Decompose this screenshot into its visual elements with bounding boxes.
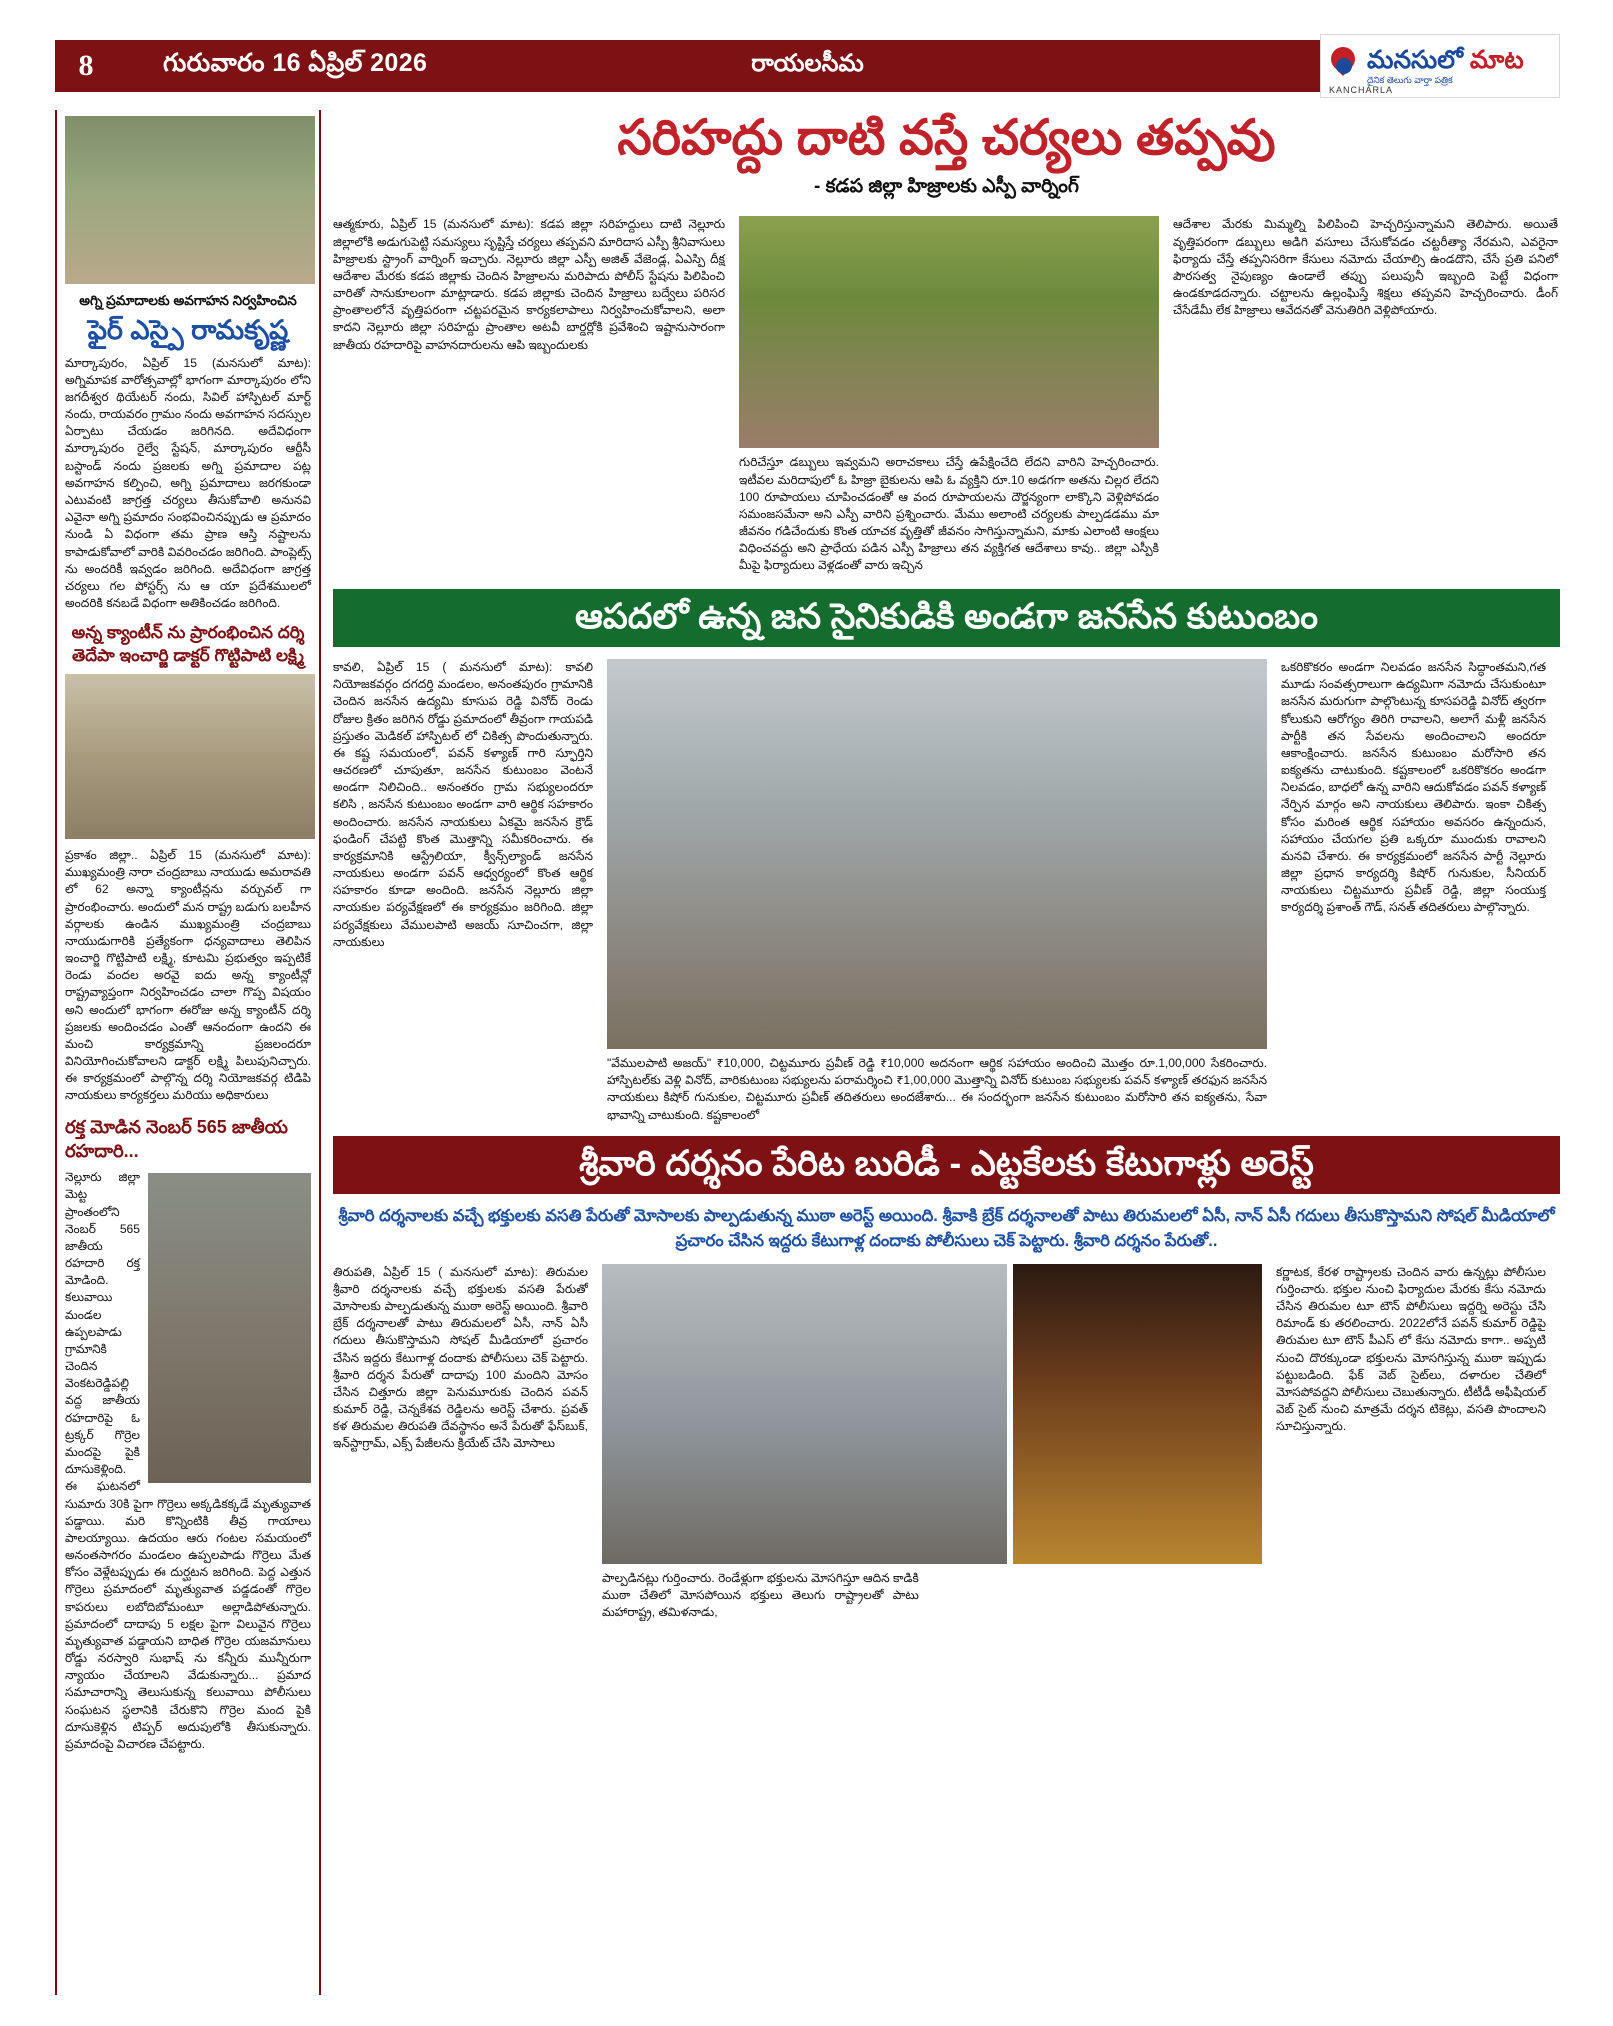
janasena-col2: "వేములపాటి అజయ్" ₹10,000, చిట్టమూరు ప్రవీణ్ రెడ్డి ₹10,000 అదనంగా ఆర్థిక సహాయం అందించి మొత్తం రూ.1,00,000 సేకరించారు. హాస్పిటల్‌కు వెళ్లి వినోద్, వారికుటుంబ సభ్యులను పరామర్శించి ₹1,00,000 మొత్తాన్ని వినోద్ కుటుంబ సభ్యులకు పవన్ కళ్యాణ్ తరఫున జనసేన నాయకులు కిషోర్ గునుకుల, చిట్టమూరు ప్రవీణ్ తదితరులు అందజేశారు... ఈ సందర్భంగా జనసేన కుటుంబం మరోసారి తన ఐక్యతను, సేవా భావాన్ని చాటుకుంది. కష్టకాలంలో	[607, 1056, 1267, 1122]
masthead	[55, 40, 1560, 95]
janasena-col1: కావలి, ఏప్రిల్ 15 ( మనసులో మాట): కావలి నియోజకవర్గం దగదర్తి మండలం, అనంతపురం గ్రామానికి చెందిన జనసేన ఉద్యమి కూసుప రెడ్డి వినోద్ రెండు రోజుల క్రితం జరిగిన రోడ్డు ప్రమాదంలో తీవ్రంగా గాయపడి ప్రస్తుతం మెడికల్ హాస్పిటల్ లో చికిత్స పొందుతున్నారు. ఈ కష్ట సమయంలో, పవన్ కళ్యాణ్ గారి స్ఫూర్తిని ఆచరణలో చూపుతూ, జనసేన కుటుంబం వెంటనే అండగా నిలిచింది.. అనంతరం గ్రామ సభ్యులందరూ కలిసి , జనసేన కుటుంబం అండగా వారి ఆర్థిక సహకారం అందించారు. జనసేన నాయకులు ఏకమై జనసేన క్రౌడ్ ఫండింగ్ చేపట్టి కొంత మొత్తాన్ని సమీకరించారు. ఈ కార్యక్రమానికి ఆస్ట్రేలియా, క్వీన్స్‌ల్యాండ్ జనసేన నాయకులు అండగా పవన్ ఆధ్వర్యంలో కొంత ఆర్థిక సహకారం కూడా అందింది. జనసేన నెల్లూరు జిల్లా నాయకుల పర్యవేక్షణలో ఈ కార్యక్రమం జరిగింది. జిల్లా పర్యవేక్షకులు వేములపాటి అజయ్ సూచించగా, జిల్లా నాయకులు	[333, 660, 593, 949]
highway-story-text: నెల్లూరు జిల్లా మెట్ట ప్రాంతంలోని నెంబర్ 565 జాతీయ రహదారి రక్త మోడింది. కలువాయి మండల ఉప్పలపాడు గ్రామానికి చెందిన వెంకటరెడ్డిపల్లి వద్ద జాతీయ రహదారిపై ఓ ట్రక్కర్ గొర్రెల మందపై పైకి దూసుకెళ్లింది. ఈ ఘటనలో సుమారు 30కి పైగా గొర్రెలు అక్కడికక్కడే మృత్యువాత పడ్డాయి. మరి కొన్నింటికి తీవ్ర గాయాలు పాలయ్యాయి. ఉదయం ఆరు గంటల సమయంలో అనంతసాగరం మండలం ఉప్పలపాడు గొర్రెలు మేత కోసం వెళ్లేటప్పుడు ఈ దుర్ఘటన జరిగింది. పెద్ద ఎత్తున గొర్రెలు ప్రమాదంలో మృత్యువాత పడ్డడంతో గొర్రెల కాపరులు లబోదిబోమంటూ అల్లాడిపోతున్నారు. ప్రమాదంలో దాదాపు 5 లక్షల పైగా విలువైన గొర్రెలు మృత్యువాత పడ్డాయని బాధిత గొర్రెల యజమానులు రోడ్డు నరస్వారి సుభాష్ ను కన్నీరు మున్నీరుగా న్యాయం చేయాలని వేడుకున్నారు... ప్రమాద సమాచారాన్ని తెలుసుకున్న కలువాయి పోలీసులు సంఘటన స్థలానికి చేరుకొని గొర్రెల మంద పైకి దూసుకెళ్లిన టిప్పర్ అదుపులోకి తీసుకున్నారు. ప్రమాదంపై విచారణ చేపట్టారు.	[65, 1170, 311, 1751]
tirupati-banner-headline: శ్రీవారి దర్శనం పేరిట బురిడీ - ఎట్టకేలకు కేటుగాళ్లు అరెస్ట్	[333, 1136, 1560, 1195]
page-number: 8	[78, 49, 94, 82]
sheep-accident-highway-photo	[148, 1173, 311, 1483]
fire-story-text: మార్కాపురం, ఏప్రిల్ 15 (మనసులో మాట): అగ్నిమాపక వారోత్సవాల్లో భాగంగా మార్కాపురం లోని జగదీశ్వర థియేటర్ నందు, సివిల్ హాస్పిటల్ మార్ట్ నందు, రాయవరం గ్రామం నందు అవగాహన సదస్సుల ఏర్పాటు చేయడం జరిగినది. అదేవిధంగా మార్కాపురం రైల్వే స్టేషన్, మార్కాపురం ఆర్టీసీ బస్టాండ్ నందు ప్రజలకు అగ్ని ప్రమాదాల పట్ల అవగాహన కల్పించి, అగ్ని ప్రమాదాలు జరగకుండా ఎటువంటి జాగ్రత్త చర్యలు తీసుకోవాలి అనునవి ఎవైనా అగ్ని ప్రమాదం సంభవించినప్పుడు ఆ ప్రమాదం నుండి ఏ విధంగా తమ ప్రాణ ఆస్తి నష్టాలను కాపాడుకోవాలో వారికి వివరించడం జరిగింది. పాంప్లెట్స్ ను అందరికీ ఇవ్వడం జరిగింది. అదేవిధంగా జాగ్రత్త చర్యలు గల పోస్టర్స్ ను ఆ యా ప్రదేశములలో అందరికి కనబడే విధంగా అతికించడం జరిగింది.	[65, 355, 311, 611]
fire-story-headline: ఫైర్ ఎస్పై రామకృష్ణ	[87, 315, 289, 346]
police-officer-with-women-photo	[739, 216, 1159, 448]
brand-logo	[1320, 34, 1560, 98]
fire-safety-awareness-photo	[65, 116, 315, 284]
masthead-section: రాయలసీమ	[751, 49, 864, 77]
tirupati-col1: తిరుపతి, ఏప్రిల్ 15 ( మనసులో మాట): తిరుమల శ్రీవారి దర్శనాలకు వచ్చే భక్తులకు వసతి పేరుతో మోసాలకు పాల్పడుతున్న ముఠా అరెస్ట్ అయింది. శ్రీవారి బ్రేక్ దర్శనాలతో పాటు తిరుమలలో ఏసీ, నాన్ ఏసీ గదులు తీసుకొస్తామని సోషల్ మీడియాలో ప్రచారం చేసిన ఇద్దరు కేటుగాళ్ల దందాకు పోలీసులు చెక్ పెట్టారు. శ్రీవారి దర్శన పేరుతో దాదాపు 100 మందిని మోసం చేసిన చిత్తూరు జిల్లా పెనుమూరుకు చెందిన పవన్ కుమార్ రెడ్డి, చెన్నకేశవ రెడ్డిలను అరెస్ట్ చేశారు. ప్రవత్ కళ తిరుమల తిరుపతి దేవస్థానం అనే పేరుతో ఫేస్‌బుక్, ఇన్‌స్టాగ్రామ్, ఎక్స్ పేజీలను క్రియేట్ చేసి మోసాలు	[333, 1264, 588, 1451]
story-janasena	[333, 589, 1560, 1124]
janasena-col3: ఒకరికొకరం అండగా నిలవడం జనసేన సిద్ధాంతమని,గత మూడు సంవత్సరాలుగా ఉద్యమిగా నమోదు చేసుకుంటూ జనసేన మరుగుగా పాల్గొంటున్న కూసపరెడ్డి వినోద్ త్వరగా కోలుకుని ఆరోగ్యం తిరిగి రావాలని, అలాగే మళ్లీ జనసేన పార్టీకి తన సేవలను అందించాలని అందరూ ఆకాంక్షించారు. జనసేన కుటుంబం మరోసారి తన ఐక్యతను చాటుకుంది. కష్టకాలంలో ఒకరికొకరం అండగా నిలవడం, బాధలో ఉన్న వారిని ఆదుకోవడం పవన్ కళ్యాణ్ నేర్పిన మార్గం అని నాయకులు తెలిపారు. ఇంకా చికిత్స కోసం మరింత ఆర్థిక సహాయం అవసరం ఉన్నందున, సహాయం చేయగల ప్రతి ఒక్కరూ ముందుకు రావాలని మనవి చేశారు. ఈ కార్యక్రమంలో జనసేన పార్టీ నెల్లూరు జిల్లా ప్రధాన కార్యదర్శి కిషోర్ గునుకుల, సీనియర్ నాయకులు చిట్టమూరు ప్రవీణ్ రెడ్డి, జిల్లా సంయుక్త కార్యదర్శి ప్రశాంత్ గౌడ్, సనత్ తదితరులు పాల్గొన్నారు.	[1281, 660, 1546, 915]
brand-kancharla-label: KANCHARLA	[1329, 85, 1394, 95]
highway-story-headline: రక్త మోడిన నెంబర్ 565 జాతీయ రహదారి...	[65, 1116, 288, 1161]
main-story-col1: ఆత్మకూరు, ఏప్రిల్ 15 (మనసులో మాట): కడప జిల్లా సరిహద్దులు దాటి నెల్లూరు జిల్లాలోకి అడుగుపెట్టి సమస్యలు సృష్టిస్తే చర్యలు తప్పవని మారిదాస ఎస్పీ శ్రీనివాసులు హిజ్రాలకు స్ట్రాంగ్ వార్నింగ్ ఇచ్చారు. నెల్లూరు జిల్లా ఎస్పీ అజిత్ వేజెండ్ల, ఏఎస్పి దీక్ష ఆదేశాల మేరకు కడప జిల్లాకు చెందిన హిజ్రాలను మరిపాదు పోలీస్ స్టేషను పిలిపించి వారితో సానుకూలంగా మాట్లాడారు. కడప జిల్లాకు చెందిన హిజ్రాలు బద్వేలు పరిసర ప్రాంతాలలోనే వృత్తిపరంగా చట్టపరమైన కార్యకలాపాలు నిర్వహించుకోవాలని, అలా కాదని నెల్లూరు జిల్లా సరిహద్దు ప్రాంతాల అటవీ బార్డర్లోకి ప్రవేశించి ఇష్టానుసారంగా జాతీయ రహదారిపై వాహనదారులను ఆపి ఇబ్బందులకు	[333, 217, 725, 352]
main-story-col3: ఆదేశాల మేరకు మిమ్మల్ని పిలిపించి హెచ్చరిస్తున్నామని తెలిపారు. అయితే వృత్తిపరంగా డబ్బులు అడిగి వసూలు చేసుకోవడం చట్టరీత్యా నేరమని, ఎవరైనా ఫిర్యాదు చేస్తే తప్పనిసరిగా కేసులు నమోదు చేయాల్సి ఉండదొని, చేసే ప్రతి పనిలో పౌరసత్వ నైపుణ్యం ఉండాలే తప్పు పలుపునీ ఇబ్బంది పెట్టే విధంగా ఉండకూడదన్నారు. చట్టాలను ఉల్లంఘిస్తే శిక్షలు తప్పవని హెచ్చరించారు. డీంగ్ చేసేడేమీ లేక హిజ్రాలు ఆవేదనతో వెనుతిరిగి వెళ్లిపోయారు.	[1173, 217, 1558, 318]
brand-title-part2: మాట	[1469, 45, 1524, 74]
lord-venkateswara-idol-photo	[1013, 1264, 1262, 1564]
page-body	[55, 110, 1560, 1995]
brand-drop-icon	[1327, 43, 1361, 89]
brand-subtitle: దైనిక తెలుగు వార్తా పత్రిక	[1367, 74, 1453, 85]
main-subheadline: - కడప జిల్లా హిజ్రాలకు ఎస్పీ వార్నింగ్	[814, 176, 1079, 198]
police-with-arrested-accused-photo	[602, 1264, 1007, 1564]
tirupati-col3: కర్ణాటక, కేరళ రాష్ట్రాలకు చెందిన వారు ఉన్నట్లు పోలీసుల గుర్తించారు. భక్తుల నుంచి ఫిర్యాదుల మేరకు కేసు నమోదు చేసిన తిరుమల టూ టౌన్ పోలీసులు ఇద్దర్ని అరెస్టు చేసి రిమాండ్ కు తరలించారు. 2022లోనే పవన్ కుమార్ రెడ్డిపై తిరుమల టూ టౌన్ పీఎస్ లో కేసు నమోదు కాగా.. అప్పటి నుంచి దొరక్కుండా భక్తులను మోసగిస్తున్న ముఠా ఇప్పుడు పట్టుబడింది. ఫేక్ వెబ్ సైట్‌లు, దళారుల చేతిలో మోసపోవద్దని పోలీసులు చెబుతున్నారు. టీటీడీ అఫీషియల్ వెబ్ సైట్ నుంచి మాత్రమే దర్శన టికెట్లు, వసతి పొందాలని సూచిస్తున్నారు.	[1276, 1264, 1546, 1434]
janasena-cheque-handover-photo	[607, 659, 1267, 1049]
canteen-story-text: ప్రకాశం జిల్లా.. ఏప్రిల్ 15 (మనసులో మాట): ముఖ్యమంత్రి నారా చంద్రబాబు నాయుడు అమరావతి లో 62 అన్నా క్యాంటీన్లను వర్చువల్ గా ప్రారంభించారు. అందులో మన రాష్ట్ర బడుగు బలహీన వర్గాలకు ఉండిన ముఖ్యమంత్రి చంద్రబాబు నాయుడుగారికి ప్రత్యేకంగా ధన్యవాదాలు తెలిపిన ఇంచార్జి గొట్టిపాటి లక్ష్మి, కూటమి ప్రభుత్వం ఇప్పటికే రెండు వందల అరవై ఐదు అన్న క్యాంటీన్లో రాష్ట్రవ్యాప్తంగా నిర్వహించడం చాలా గొప్ప విషయం అని అందులో భాగంగా ఈరోజు అన్న క్యాంటీన్ దర్శి ప్రజలకు అందించడం ఎంతో ఆనందంగా ఉందని ఈ మంచి కార్యక్రమాన్ని ప్రజలందరూ వినియోగించుకోవాలని డాక్టర్ లక్ష్మి పిలుపునిచ్చారు. ఈ కార్యక్రమంలో పాల్గొన్న దర్శి నియోజకవర్గ టిడిపి నాయకులు కార్యకర్తలు మరియు అధికారులు	[65, 848, 311, 1103]
tirupati-lead-text: శ్రీవారి దర్శనాలకు వచ్చే భక్తులకు వసతి పేరుతో మోసాలకు పాల్పడుతున్న ముఠా అరెస్ట్ అయింది. శ్రీవాకి బ్రేక్ దర్శనాలతో పాటు తిరుమలలో ఏసీ, నాన్ ఏసీ గదులు తీసుకొస్తామని సోషల్ మీడియాలో ప్రచారం చేసిన ఇద్దరు కేటుగాళ్ల దందాకు పోలీసులు చెక్ పెట్టారు. శ్రీవారి దర్శనం పేరుతో..	[338, 1207, 1555, 1250]
main-headline: సరిహద్దు దాటి వస్తే చర్యలు తప్పవు	[617, 111, 1276, 165]
janasena-banner-headline: ఆపదలో ఉన్న జన సైనికుడికి అండగా జనసేన కుటుంబం	[333, 589, 1560, 648]
masthead-date: గురువారం 16 ఏప్రిల్ 2026	[163, 48, 428, 77]
story-tirupati-darshan-fraud	[333, 1136, 1560, 1622]
right-column-area	[333, 110, 1560, 1995]
tirupati-col2: పాల్పడినట్లు గుర్తించారు. రెండేళ్లుగా భక్తులను మోసగిస్తూ ఆదిన కాడికి ముఠా చేతిలో మోసపోయిన భక్తులు తెలుగు రాష్ట్రాలతో పాటు మహారాష్ట్ర, తమిళనాడు,	[602, 1570, 919, 1620]
main-story-col2: గురిచేస్తూ డబ్బులు ఇవ్వమని అరాచకాలు చేస్తే ఉపేక్షించేది లేదని వారిని హెచ్చరించారు. ఇటీవల మరిదాపులో ఓ హిజ్రా బైకులను ఆపి ఓ వ్యక్తిని రూ.10 అడగగా అతను చిల్లర లేదని 100 రూపాయలు చూపించడంతో ఆ వంద రూపాయలను దౌర్జన్యంగా లాక్కొని వెళ్లిపోవడం సమంజసమేనా అని ఎస్పీ వారిని ప్రశ్నించారు. మేము అలాంటి చర్యలకు పాల్పడడము మా జీవనం గడిచేందుకు కొంత యాచక వృత్తితో జీవనం సాగిస్తున్నామని, మాకు ఎలాంటి ఆంక్షలు విధించవద్దు అని ప్రాధేయ పడిన ఎస్పీ హిజ్రాలు తన వ్యక్తిగత ఆదేశాలు కావు.. జిల్లా ఎస్పీకి మీపై ఫిర్యాదులు వెళ్లడంతో వారు ఇచ్చిన	[739, 455, 1159, 573]
canteen-story-headline: అన్న క్యాంటీన్ ను ప్రారంభించిన దర్శి తెదేపా ఇంచార్జి డాక్టర్ గొట్టిపాటి లక్ష్మి	[71, 623, 305, 666]
left-column	[55, 110, 321, 1995]
story-border-warning	[333, 110, 1560, 575]
fire-story-caption: అగ్ని ప్రమాదాలకు అవగాహన నిర్వహించిన	[79, 293, 297, 308]
brand-title-part1: మనసులో	[1367, 45, 1463, 74]
anna-canteen-inauguration-photo	[65, 674, 315, 839]
